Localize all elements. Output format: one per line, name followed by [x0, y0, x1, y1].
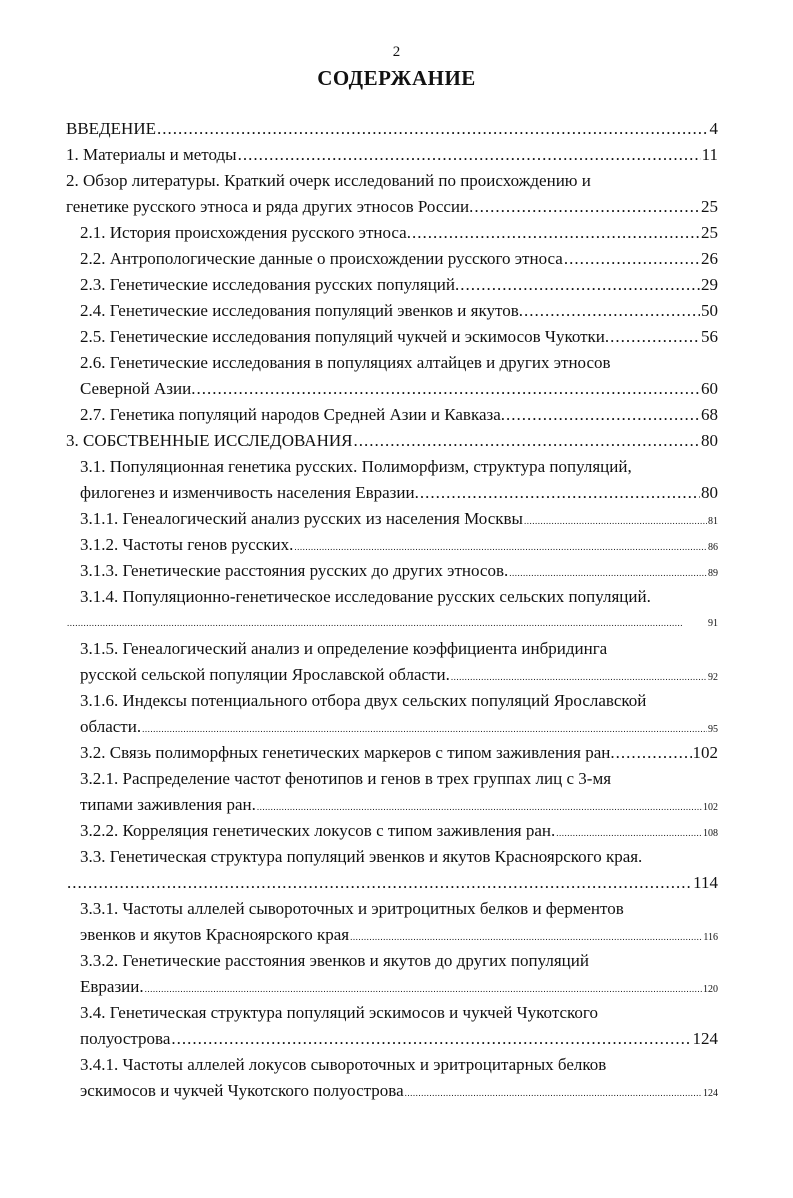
- dot-leader: [460, 272, 700, 298]
- toc-entry-3-1[interactable]: [66, 480, 718, 506]
- toc-entry-page: 11: [701, 145, 718, 164]
- toc-entry-3-1-1[interactable]: [66, 506, 718, 532]
- dot-leader: [353, 428, 700, 454]
- toc-entry-text: эскимосов и чукчей Чукотского полуострова: [80, 1081, 404, 1100]
- dot-leader: [294, 534, 707, 560]
- toc-entry-3-1-3[interactable]: [66, 558, 718, 584]
- dot-leader: [420, 480, 700, 506]
- toc-entry-2-2[interactable]: [66, 246, 718, 272]
- dot-leader: [412, 220, 700, 246]
- toc-entry-text: генетике русского этноса и ряда других этносов России.: [66, 197, 474, 216]
- toc-entry-page: 89: [708, 568, 718, 579]
- toc-entry-text: 2.5. Генетические исследования популяций чукчей и эскимосов Чукотки.: [80, 327, 610, 346]
- toc-entry-page: 114: [693, 873, 718, 892]
- toc-entry-page: 120: [703, 984, 718, 995]
- toc-entry-3-1-4[interactable]: [66, 610, 718, 636]
- toc-entry-page: 80: [701, 431, 718, 450]
- toc-entry-text: 2.2. Антропологические данные о происхождении русского этноса: [80, 249, 563, 268]
- toc-entry-1[interactable]: [66, 142, 718, 168]
- dot-leader: [67, 610, 707, 636]
- toc-entry-text: полуострова: [80, 1029, 171, 1048]
- toc-entry-page: 102: [692, 743, 718, 762]
- toc-entry-intro[interactable]: [66, 116, 718, 142]
- toc-entry-page: 68: [701, 405, 718, 424]
- toc-entry-page: 108: [703, 828, 718, 839]
- page-title: СОДЕРЖАНИЕ: [317, 66, 476, 90]
- toc-entry-3-1-6[interactable]: [66, 714, 718, 740]
- toc-entry-3-1-6-line1[interactable]: 3.1.6. Индексы потенциального отбора двух сельских популяций Ярославской: [80, 691, 647, 710]
- toc-entry-page: 102: [703, 802, 718, 813]
- toc-entry-text: Евразии.: [80, 977, 144, 996]
- toc-entry-text: филогенез и изменчивость населения Евразии.: [80, 483, 419, 502]
- dot-leader: [171, 1026, 691, 1052]
- toc-entry-text: 2.1. История происхождения русского этноса.: [80, 223, 411, 242]
- toc-entry-page: 91: [708, 618, 718, 629]
- toc-entry-text: ВВЕДЕНИЕ: [66, 119, 156, 138]
- dot-leader: [451, 664, 707, 690]
- toc-entry-page: 4: [709, 119, 718, 138]
- toc-entry-text: русской сельской популяции Ярославской области.: [80, 665, 450, 684]
- dot-leader: [145, 976, 702, 1002]
- dot-leader: [257, 794, 702, 820]
- toc-entry-3-1-5-line1[interactable]: 3.1.5. Генеалогический анализ и определение коэффициента инбридинга: [80, 639, 608, 658]
- toc-entry-3-3-1-line1[interactable]: 3.3.1. Частоты аллелей сывороточных и эритроцитных белков и ферментов: [80, 899, 624, 918]
- dot-leader: [474, 194, 700, 220]
- toc-entry-2-6-line1[interactable]: 2.6. Генетические исследования в популяциях алтайцев и других этносов: [80, 353, 611, 372]
- toc-entry-text: 3.1.3. Генетические расстояния русских до других этносов.: [80, 561, 509, 580]
- toc-entry-text: 3.2.2. Корреляция генетических локусов с типом заживления ран.: [80, 821, 556, 840]
- toc-entry-2-1[interactable]: [66, 220, 718, 246]
- dot-leader: [564, 246, 700, 272]
- dot-leader: [157, 116, 709, 142]
- dot-leader: [524, 298, 700, 324]
- toc-entry-3-4-1[interactable]: [66, 1078, 718, 1104]
- dot-leader: [556, 820, 702, 846]
- toc-entry-3-3-2[interactable]: [66, 974, 718, 1000]
- toc-entry-2-3[interactable]: [66, 272, 718, 298]
- toc-entry-page: 60: [701, 379, 718, 398]
- toc-entry-page: 92: [708, 672, 718, 683]
- toc-entry-page: 116: [703, 932, 718, 943]
- dot-leader: [142, 716, 707, 742]
- toc-entry-text: 2.4. Генетические исследования популяций эвенков и якутов.: [80, 301, 523, 320]
- toc-entry-page: 26: [701, 249, 718, 268]
- toc-entry-3[interactable]: [66, 428, 718, 454]
- table-of-contents: [66, 116, 718, 1104]
- toc-entry-page: 124: [692, 1029, 718, 1048]
- toc-entry-text: 2.7. Генетика популяций народов Средней Азии и Кавказа.: [80, 405, 505, 424]
- toc-entry-2-7[interactable]: [66, 402, 718, 428]
- toc-entry-2-4[interactable]: [66, 298, 718, 324]
- toc-entry-2-line1[interactable]: 2. Обзор литературы. Краткий очерк исследований по происхождению и: [66, 171, 591, 190]
- toc-entry-3-2[interactable]: [66, 740, 718, 766]
- toc-entry-3-4-line1[interactable]: 3.4. Генетическая структура популяций эскимосов и чукчей Чукотского: [80, 1003, 598, 1022]
- toc-entry-3-3-2-line1[interactable]: 3.3.2. Генетические расстояния эвенков и якутов до других популяций: [80, 951, 589, 970]
- dot-leader: [509, 560, 707, 586]
- toc-entry-page: 124: [703, 1088, 718, 1099]
- toc-entry-3-1-5[interactable]: [66, 662, 718, 688]
- toc-entry-2-6[interactable]: [66, 376, 718, 402]
- toc-entry-3-2-1-line1[interactable]: 3.2.1. Распределение частот фенотипов и генов в трех группах лиц с 3-мя: [80, 769, 612, 788]
- toc-entry-page: 56: [701, 327, 718, 346]
- toc-entry-page: 25: [701, 197, 718, 216]
- page-number: 2: [392, 44, 401, 60]
- toc-entry-page: 29: [701, 275, 718, 294]
- toc-entry-text: 3. СОБСТВЕННЫЕ ИССЛЕДОВАНИЯ: [66, 431, 353, 450]
- toc-entry-page: 81: [708, 516, 718, 527]
- dot-leader: [238, 142, 701, 168]
- dot-leader: [405, 1080, 702, 1106]
- dot-leader: [524, 508, 707, 534]
- dot-leader: [196, 376, 700, 402]
- toc-entry-2[interactable]: [66, 194, 718, 220]
- toc-entry-page: 50: [701, 301, 718, 320]
- toc-entry-3-1-2[interactable]: [66, 532, 718, 558]
- toc-entry-3-2-1[interactable]: [66, 792, 718, 818]
- toc-entry-3-3-1[interactable]: [66, 922, 718, 948]
- toc-entry-3-2-2[interactable]: [66, 818, 718, 844]
- dot-leader: [610, 324, 700, 350]
- toc-entry-page: 95: [708, 724, 718, 735]
- toc-entry-text: эвенков и якутов Красноярского края: [80, 925, 350, 944]
- toc-entry-2-5[interactable]: [66, 324, 718, 350]
- toc-entry-3-1-line1[interactable]: 3.1. Популяционная генетика русских. Полиморфизм, структура популяций,: [80, 457, 632, 476]
- toc-entry-page: 86: [708, 542, 718, 553]
- toc-entry-text: типами заживления ран.: [80, 795, 256, 814]
- toc-entry-text: 3.1.1. Генеалогический анализ русских из населения Москвы: [80, 509, 523, 528]
- dot-leader: [67, 870, 692, 896]
- dot-leader: [350, 924, 702, 950]
- toc-entry-page: 25: [701, 223, 718, 242]
- toc-entry-page: 80: [701, 483, 718, 502]
- toc-entry-3-4-1-line1[interactable]: 3.4.1. Частоты аллелей локусов сывороточных и эритроцитарных белков: [80, 1055, 607, 1074]
- toc-entry-3-4[interactable]: [66, 1026, 718, 1052]
- dot-leader: [506, 402, 700, 428]
- toc-entry-3-3[interactable]: [66, 870, 718, 896]
- dot-leader: [616, 740, 692, 766]
- toc-entry-text: 2.3. Генетические исследования русских популяций.: [80, 275, 460, 294]
- toc-entry-3-3-line1[interactable]: 3.3. Генетическая структура популяций эвенков и якутов Красноярского края.: [80, 847, 643, 866]
- toc-entry-text: области.: [80, 717, 142, 736]
- toc-entry-3-1-4-line1[interactable]: 3.1.4. Популяционно-генетическое исследование русских сельских популяций.: [80, 587, 651, 606]
- toc-entry-text: Северной Азии.: [80, 379, 196, 398]
- toc-entry-text: 3.2. Связь полиморфных генетических маркеров с типом заживления ран.: [80, 743, 615, 762]
- toc-entry-text: 3.1.2. Частоты генов русских.: [80, 535, 294, 554]
- toc-entry-text: 1. Материалы и методы: [66, 145, 237, 164]
